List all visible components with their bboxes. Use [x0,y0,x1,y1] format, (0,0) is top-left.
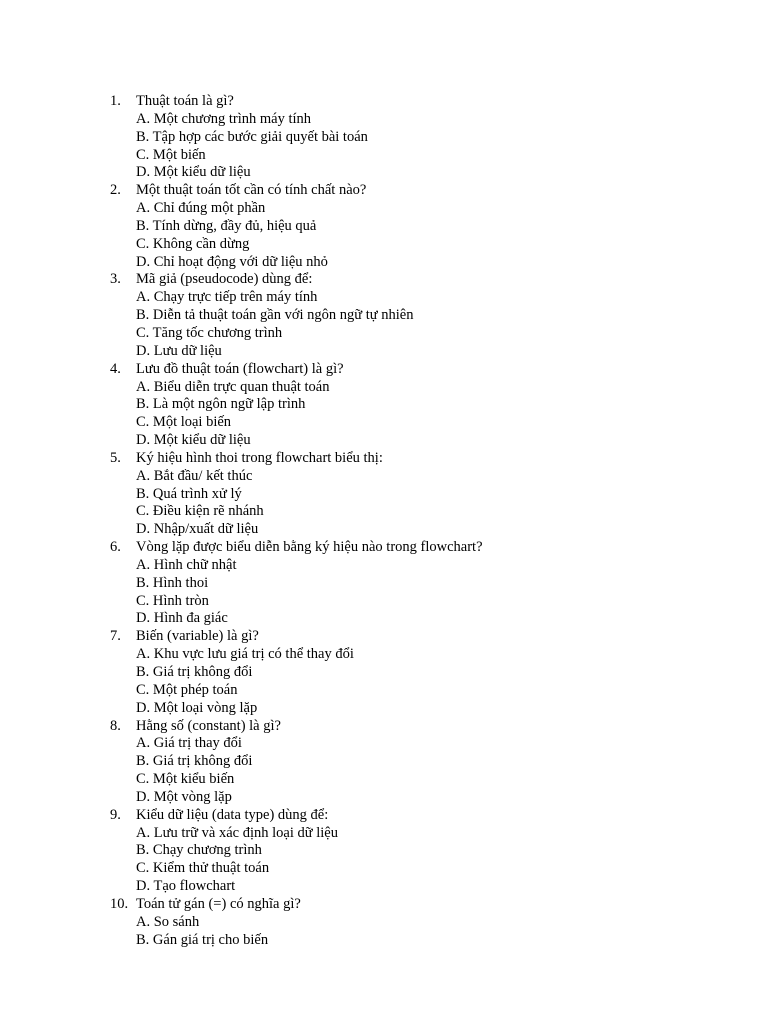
question-text: Toán tử gán (=) có nghĩa gì? [136,895,301,912]
question-item [110,718,710,807]
question-line [110,361,710,379]
question-text: Hằng số (constant) là gì? [136,717,281,734]
answer-option: C. Một kiểu biến [136,771,235,788]
question-number: 10. [110,895,129,912]
question-text: Ký hiệu hình thoi trong flowchart biểu thị: [136,449,383,466]
answer-option: D. Một loại vòng lặp [136,699,258,716]
answer-option: B. Chạy chương trình [136,842,262,859]
answer-option: A. So sánh [136,913,200,930]
answer-option: A. Lưu trữ và xác định loại dữ liệu [136,824,338,841]
question-line [110,539,710,557]
question-number: 3. [110,271,121,288]
question-line [110,271,710,289]
answer-option: C. Kiểm thử thuật toán [136,860,270,877]
answer-option: A. Một chương trình máy tính [136,110,312,127]
answer-option: A. Bắt đầu/ kết thúc [136,467,253,484]
question-text: Thuật toán là gì? [136,93,234,109]
question-number: 1. [110,93,121,109]
answer-option: C. Điều kiện rẽ nhánh [136,503,264,520]
answer-option: B. Giá trị không đổi [136,664,253,680]
question-item [110,539,710,628]
answer-option: B. Tập hợp các bước giải quyết bài toán [136,128,368,145]
question-line [110,896,710,914]
answer-option: C. Một phép toán [136,681,238,698]
question-list [110,93,710,950]
answer-option: D. Tạo flowchart [136,878,236,895]
question-item [110,628,710,717]
answer-option: D. Một kiểu dữ liệu [136,164,251,181]
question-item [110,182,710,271]
question-line [110,182,710,200]
question-item [110,271,710,360]
answer-option: B. Quá trình xử lý [136,485,242,502]
answer-option: A. Biểu diễn trực quan thuật toán [136,378,330,395]
question-text: Kiểu dữ liệu (data type) dùng để: [136,806,329,823]
question-item [110,807,710,896]
answer-option: D. Một vòng lặp [136,788,232,805]
question-number: 4. [110,360,121,377]
question-item [110,450,710,539]
answer-option: A. Khu vực lưu giá trị có thể thay đổi [136,646,354,663]
question-line [110,93,710,111]
question-text: Vòng lặp được biểu diễn bằng ký hiệu nào trong flowchart? [136,539,483,556]
question-text: Biến (variable) là gì? [136,628,259,645]
answer-option: B. Gán giá trị cho biến [136,931,269,948]
answer-option: A. Chạy trực tiếp trên máy tính [136,289,318,306]
question-line [110,450,710,468]
answer-option: B. Giá trị không đổi [136,753,253,770]
question-text: Lưu đồ thuật toán (flowchart) là gì? [136,360,344,377]
answer-option: C. Tăng tốc chương trình [136,324,283,341]
question-line [110,628,710,646]
question-number: 8. [110,717,121,734]
question-number: 5. [110,449,121,466]
answer-option: C. Một biến [136,146,206,163]
question-item [110,93,710,182]
question-number: 9. [110,806,121,823]
answer-option: A. Giá trị thay đổi [136,735,242,752]
question-text: Mã giả (pseudocode) dùng để: [136,271,313,288]
question-line [110,807,710,825]
answer-option: D. Lưu dữ liệu [136,342,222,359]
question-text: Một thuật toán tốt cần có tính chất nào? [136,182,367,199]
answer-option: B. Hình thoi [136,574,209,591]
answer-option: C. Không cần dừng [136,235,250,252]
answer-option: B. Là một ngôn ngữ lập trình [136,396,306,413]
answer-option: A. Chỉ đúng một phần [136,200,266,217]
question-item [110,361,710,450]
question-number: 2. [110,182,121,199]
answer-option: C. Hình tròn [136,592,209,609]
answer-option: B. Tính dừng, đầy đủ, hiệu quả [136,217,317,234]
answer-option: D. Nhập/xuất dữ liệu [136,521,259,538]
question-number: 7. [110,628,121,645]
question-item [110,896,710,950]
answer-option: D. Chỉ hoạt động với dữ liệu nhỏ [136,253,328,270]
question-number: 6. [110,539,121,556]
answer-option: C. Một loại biến [136,414,232,431]
answer-option: B. Diễn tả thuật toán gần với ngôn ngữ tự nhiên [136,307,414,324]
answer-option: A. Hình chữ nhật [136,556,237,573]
question-line [110,718,710,736]
answer-option: D. Một kiểu dữ liệu [136,432,251,449]
answer-option: D. Hình đa giác [136,610,228,627]
